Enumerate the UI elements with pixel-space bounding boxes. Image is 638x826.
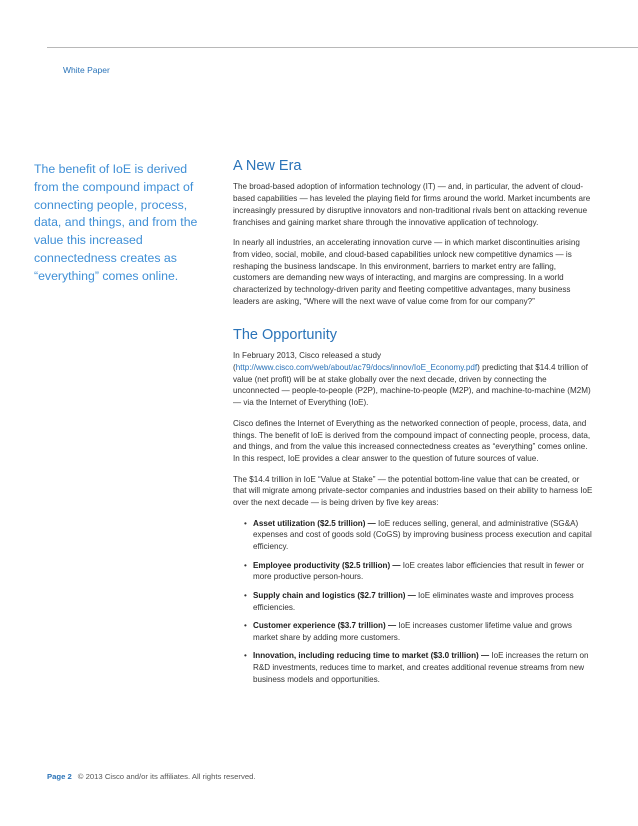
bullet-icon: • — [244, 590, 247, 600]
list-item — [244, 560, 593, 584]
document-type-label: White Paper — [63, 65, 110, 75]
copyright: © 2013 Cisco and/or its affiliates. All rights reserved. — [77, 772, 256, 781]
list-item-heading: Employee productivity ($2.5 trillion) — — [253, 560, 401, 570]
header-rule — [47, 47, 638, 48]
list-item-heading: Supply chain and logistics ($2.7 trillion) — — [253, 590, 416, 600]
main-content — [233, 157, 593, 692]
paragraph: The $14.4 trillion in IoE “Value at Stake” — the potential bottom-line value that can be created, or that will migrate among private-sector companies and industries based on their ability to harness IoE over the next decade — is being driven by five key areas: — [233, 474, 593, 508]
bullet-icon: • — [244, 620, 247, 630]
list-item-heading: Customer experience ($3.7 trillion) — — [253, 620, 397, 630]
list-item-text: IoE reduces selling, general, and administrative (SG&A) expenses and cost of goods sold (CoGS) by improving business process execution and capital efficiency. — [253, 518, 592, 552]
paragraph-text: In February 2013, Cisco released a study ( — [233, 350, 382, 372]
sidebar-pull-quote: The benefit of IoE is derived from the compound impact of connecting people, process, data, and things, and from the value this increased connectedness creates as “everything” comes online. — [34, 162, 198, 283]
list-item — [244, 518, 593, 554]
paragraph: In nearly all industries, an accelerating innovation curve — in which market discontinuities arising from video, social, mobile, and cloud-based capabilities unlock new competitive dynamics — is reshaping the business landscape. In this environment, barriers to market entry are falling, customers are demanding new ways of interacting, and margins are compressing. In a world characterized by technology-driven parity and fleeting competitive advantages, many business leaders are asking, “Where will the next wave of value come from for our company?” — [233, 237, 580, 307]
bullet-icon: • — [244, 651, 247, 661]
section-title-new-era: A New Era — [233, 158, 302, 174]
paragraph-text: ) predicting that $14.4 trillion of value (net profit) will be at stake globally over the next decade, driven by connecting the unconnected — people-to-people (P2P), machine-to-people (M2P), and machine-to-machine (M2M) — via the Internet of Everything (IoE). — [233, 362, 591, 408]
paragraph: The broad-based adoption of information technology (IT) — and, in particular, the advent of cloud-based capabilities — has leveled the playing field for firms around the world. Market incumbents are increasingly pressured by disruptive innovators and non-traditional rivals bent on attacking revenue franchises and gaining market share through the innovative application of technology. — [233, 182, 591, 227]
list-item — [244, 590, 593, 614]
paragraph: Cisco defines the Internet of Everything as the networked connection of people, process, data, and things. The benefit of IoE is derived from the compound impact of connecting people, process, data, and things, and from the value this increased connectedness creates as “everything” comes online. In this respect, IoE provides a clear answer to the question of future sources of value. — [233, 418, 591, 464]
study-link[interactable]: http://www.cisco.com/web/about/ac79/docs/innov/IoE_Economy.pdf — [235, 362, 478, 372]
list-item — [244, 620, 593, 644]
list-item-text: IoE increases customer lifetime value and grows market share by adding more customers. — [253, 620, 572, 642]
bullet-icon: • — [244, 518, 247, 528]
paragraph — [233, 350, 593, 409]
section-title-opportunity: The Opportunity — [233, 326, 337, 343]
list-item-heading: Asset utilization ($2.5 trillion) — — [253, 518, 376, 528]
list-item-heading: Innovation, including reducing time to market ($3.0 trillion) — — [253, 651, 490, 661]
list-item — [244, 650, 593, 686]
key-areas-list — [233, 518, 593, 686]
bullet-icon: • — [244, 560, 247, 570]
list-item-text: IoE creates labor efficiencies that result in fewer or more productive person-hours. — [253, 560, 584, 582]
list-item-text: IoE eliminates waste and improves process efficiencies. — [253, 590, 574, 612]
list-item-text: IoE increases the return on R&D investments, reduces time to market, and creates additional revenue streams from new business models and opportunities. — [253, 651, 589, 684]
page-footer — [47, 772, 256, 781]
page-number: Page 2 — [47, 772, 72, 781]
